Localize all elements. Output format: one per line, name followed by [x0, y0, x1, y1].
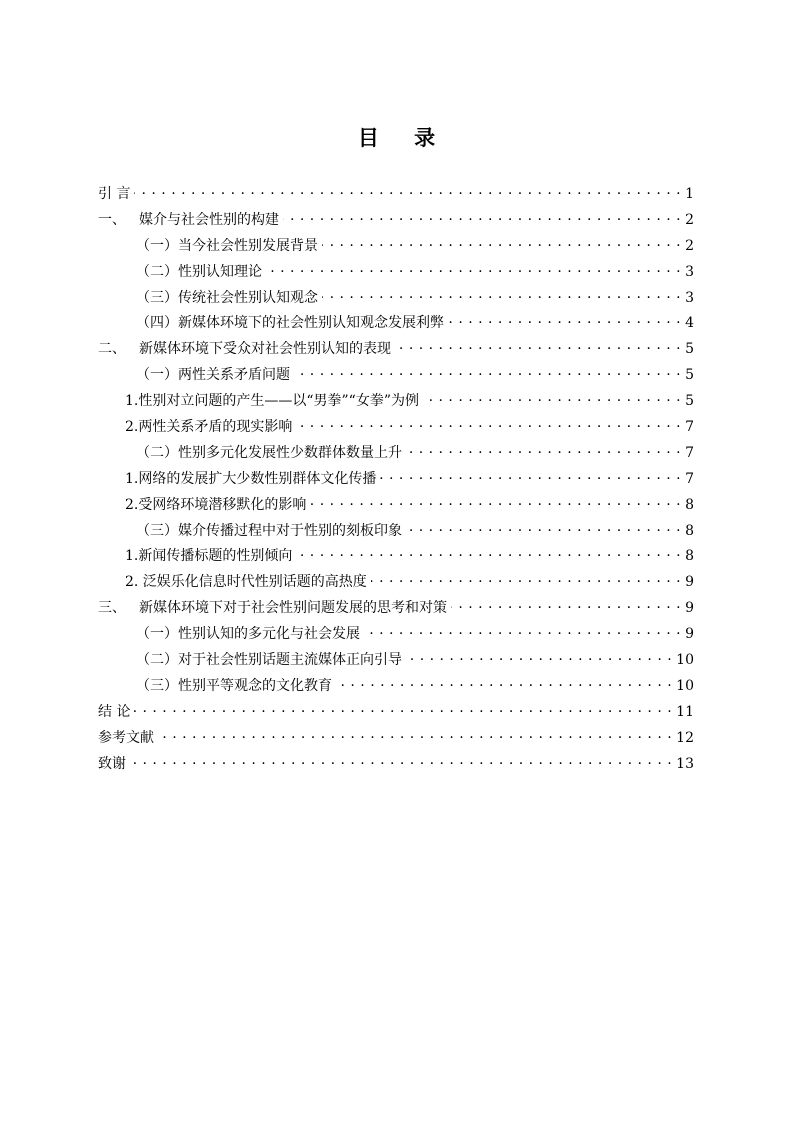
toc-dot-leader: [371, 572, 681, 586]
toc-dot-leader: [380, 469, 681, 483]
toc-page-number: 9: [685, 574, 694, 591]
toc-dot-leader: [283, 210, 681, 224]
toc-dot-leader: [451, 598, 681, 612]
toc-entry[interactable]: [98, 674, 694, 700]
toc-page-number: 9: [685, 626, 694, 643]
toc-page-number: 7: [685, 470, 694, 487]
toc-entry-label: （四）新媒体环境下的社会性别认知观念发展利弊: [136, 315, 444, 332]
toc-dot-leader: [406, 650, 672, 664]
toc-page-number: 10: [676, 652, 694, 669]
toc-entry-label: 1.网络的发展扩大少数性别群体文化传播: [125, 470, 377, 487]
toc-entry-label: 致谢: [98, 755, 126, 772]
toc-entry[interactable]: [98, 337, 694, 363]
toc-entry-label: （三）媒介传播过程中对于性别的刻板印象: [136, 522, 402, 539]
toc-entry-label: （一）两性关系矛盾问题: [136, 367, 290, 384]
toc-entry[interactable]: [98, 311, 694, 337]
toc-title: 目 录: [357, 125, 450, 150]
toc-page-number: 3: [685, 289, 694, 306]
toc-entry-label: 参考文献: [98, 729, 154, 746]
toc-entry[interactable]: [98, 286, 694, 312]
toc-page-number: 8: [685, 548, 694, 565]
toc-entry-label: 2.两性关系矛盾的现实影响: [125, 419, 293, 436]
toc-dot-leader: [310, 495, 681, 509]
toc-page-number: 2: [685, 237, 694, 254]
toc-page-number: 12: [676, 729, 694, 746]
toc-entry[interactable]: [98, 596, 694, 622]
toc-entry[interactable]: [98, 389, 694, 415]
toc-page-number: 1: [685, 186, 694, 202]
toc-page-number: 7: [685, 419, 694, 436]
toc-entry[interactable]: [98, 415, 694, 441]
toc-entry-label: （二）性别多元化发展性少数群体数量上升: [136, 444, 402, 461]
toc-entry-label: （一）性别认知的多元化与社会发展: [136, 626, 360, 643]
toc-page-number: 8: [685, 522, 694, 539]
toc-entry[interactable]: [98, 182, 694, 208]
toc-entry-number: 一、: [98, 211, 126, 228]
toc-dot-leader: [158, 728, 672, 742]
toc-page-number: 5: [685, 393, 694, 410]
toc-page-number: 13: [676, 755, 694, 772]
toc-entry[interactable]: [98, 519, 694, 545]
toc-dot-leader: [322, 236, 681, 250]
toc-dot-leader: [336, 676, 672, 690]
toc-entry-label: 1.性别对立问题的产生——以“男拳”“女拳”为例: [125, 393, 419, 410]
toc-entry[interactable]: [98, 493, 694, 519]
toc-entry-label: （三）传统社会性别认知观念: [136, 289, 318, 306]
toc-entry-label: 引 言: [98, 186, 131, 202]
toc-dot-leader: [130, 754, 672, 768]
toc-entry[interactable]: [98, 467, 694, 493]
toc-dot-leader: [296, 417, 681, 431]
toc-entry-label: 新媒体环境下对于社会性别问题发展的思考和对策: [139, 600, 447, 617]
toc-entry-number: 二、: [98, 341, 126, 358]
toc-page-number: 3: [685, 263, 694, 280]
toc-entry[interactable]: [98, 622, 694, 648]
toc-entry-label: 结 论: [98, 703, 131, 720]
toc-entry[interactable]: [98, 726, 694, 752]
toc-dot-leader: [294, 365, 681, 379]
toc-entry-label: （二）性别认知理论: [136, 263, 262, 280]
toc-dot-leader: [134, 702, 672, 716]
toc-page-number: 4: [685, 315, 694, 332]
toc-entry-label: 2. 泛娱乐化信息时代性别话题的高热度: [125, 574, 367, 591]
toc-entry[interactable]: [98, 234, 694, 260]
toc-dot-leader: [266, 262, 681, 276]
toc-page-number: 9: [685, 600, 694, 617]
toc-entry-label: 媒介与社会性别的构建: [139, 211, 279, 228]
toc-entry[interactable]: [98, 570, 694, 596]
toc-page-number: 2: [685, 211, 694, 228]
toc-dot-leader: [134, 184, 681, 198]
toc-entry[interactable]: [98, 648, 694, 674]
toc-entry-label: 新媒体环境下受众对社会性别认知的表现: [139, 341, 391, 358]
toc-entry-label: （一）当今社会性别发展背景: [136, 237, 318, 254]
toc-page-number: 10: [676, 677, 694, 694]
toc-dot-leader: [322, 288, 681, 302]
toc-entry-label: 2.受网络环境潜移默化的影响: [125, 496, 307, 513]
toc-entry-label: （二）对于社会性别话题主流媒体正向引导: [136, 652, 402, 669]
toc-entry-label: （三）性别平等观念的文化教育: [136, 677, 332, 694]
table-of-contents: [98, 182, 694, 777]
toc-dot-leader: [406, 443, 681, 457]
toc-entry[interactable]: [98, 752, 694, 778]
toc-entry-number: 三、: [98, 600, 126, 617]
toc-dot-leader: [448, 313, 681, 327]
toc-page-number: 5: [685, 341, 694, 358]
toc-entry[interactable]: [98, 208, 694, 234]
toc-page-number: 11: [676, 703, 694, 720]
toc-page-number: 7: [685, 444, 694, 461]
toc-dot-leader: [296, 546, 681, 560]
toc-entry[interactable]: [98, 363, 694, 389]
toc-entry[interactable]: [98, 700, 694, 726]
toc-entry[interactable]: [98, 544, 694, 570]
toc-dot-leader: [364, 624, 681, 638]
toc-entry[interactable]: [98, 441, 694, 467]
toc-page-number: 5: [685, 367, 694, 384]
toc-entry[interactable]: [98, 260, 694, 286]
toc-dot-leader: [395, 339, 681, 353]
toc-dot-leader: [406, 521, 681, 535]
toc-entry-label: 1.新闻传播标题的性别倾向: [125, 548, 293, 565]
toc-page-number: 8: [685, 496, 694, 513]
toc-dot-leader: [423, 391, 681, 405]
